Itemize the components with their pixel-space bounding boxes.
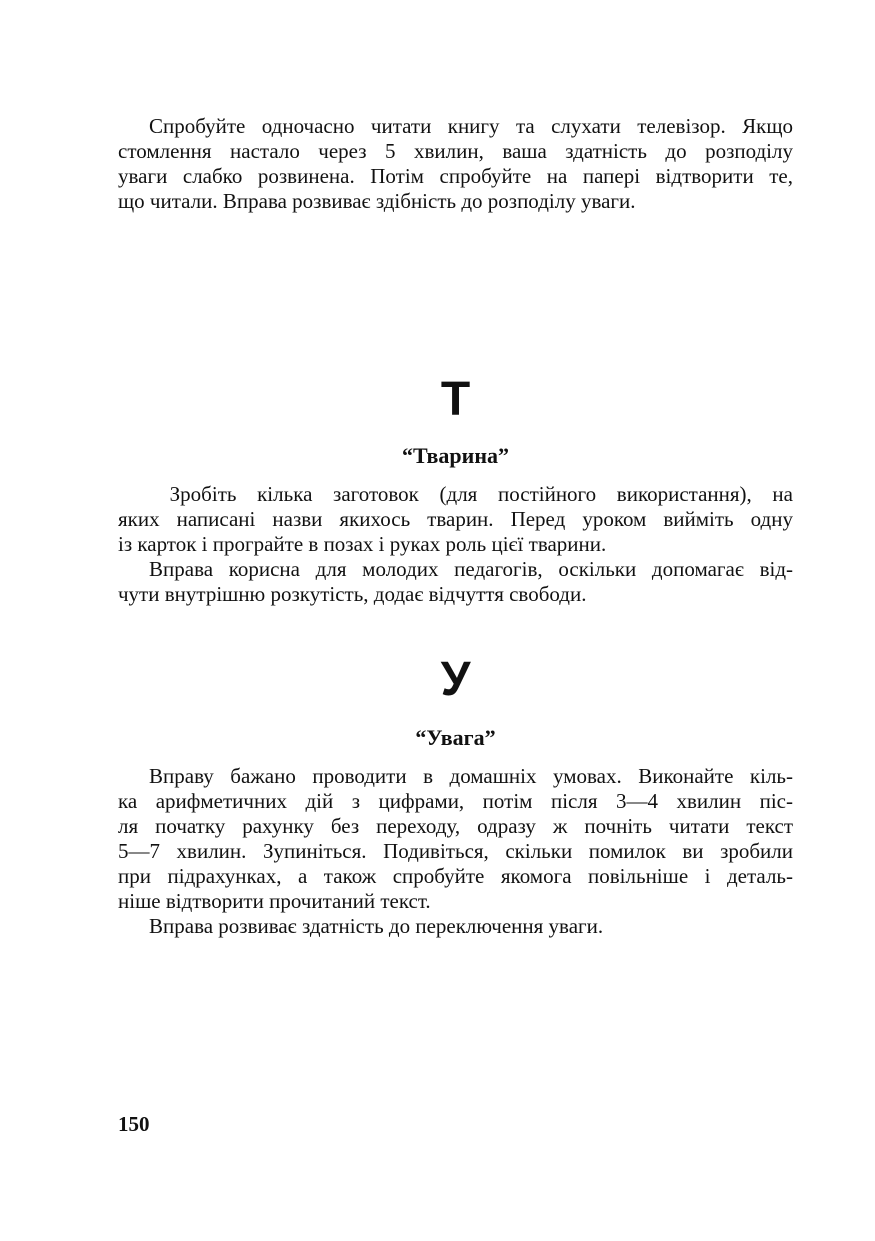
text-line: що читали. Вправа розвиває здібність до розподілу уваги. [118, 189, 636, 213]
text-line: Вправа розвиває здатність до переключення уваги. [149, 914, 604, 938]
text-line: ніше відтворити прочитаний текст. [118, 889, 431, 913]
section-title-t: “Тварина” [401, 443, 510, 468]
section-t-body [118, 482, 793, 607]
intro-paragraph [118, 114, 793, 214]
text-line: уваги слабко розвинена. Потім спробуйте на папері відтворити те, [118, 164, 793, 188]
page-number: 150 [118, 1112, 150, 1136]
text-line: 5—7 хвилин. Зупиніться. Подивіться, скільки помилок ви зробили [118, 839, 793, 863]
text-line: ка арифметичних дій з цифрами, потім після 3—4 хвилин піс- [118, 789, 793, 813]
text-line: стомлення настало через 5 хвилин, ваша здатність до розподілу [118, 139, 793, 163]
text-line: Спробуйте одночасно читати книгу та слухати телевізор. Якщо [149, 114, 793, 138]
section-u-body [118, 764, 793, 939]
text-line: Зробіть кілька заготовок (для постійного використання), на [149, 482, 793, 506]
text-line: чути внутрішню розкутість, додає відчуття свободи. [118, 582, 587, 606]
text-line: яких написані назви якихось тварин. Перед уроком вийміть одну [118, 507, 793, 531]
section-title-u: “Увага” [415, 725, 496, 750]
text-line: при підрахунках, а також спробуйте якомога повільніше і деталь- [118, 864, 793, 888]
text-line: із карток і програйте в позах і руках роль цієї тварини. [118, 532, 607, 556]
text-line: Вправу бажано проводити в домашніх умовах. Виконайте кіль- [149, 764, 793, 788]
text-line: ля початку рахунку без переходу, одразу ж почніть читати текст [118, 814, 793, 838]
text-line: Вправа корисна для молодих педагогів, оскільки допомагає від- [149, 557, 793, 581]
section-letter-u: У [440, 653, 471, 706]
section-letter-t: Т [440, 373, 471, 426]
